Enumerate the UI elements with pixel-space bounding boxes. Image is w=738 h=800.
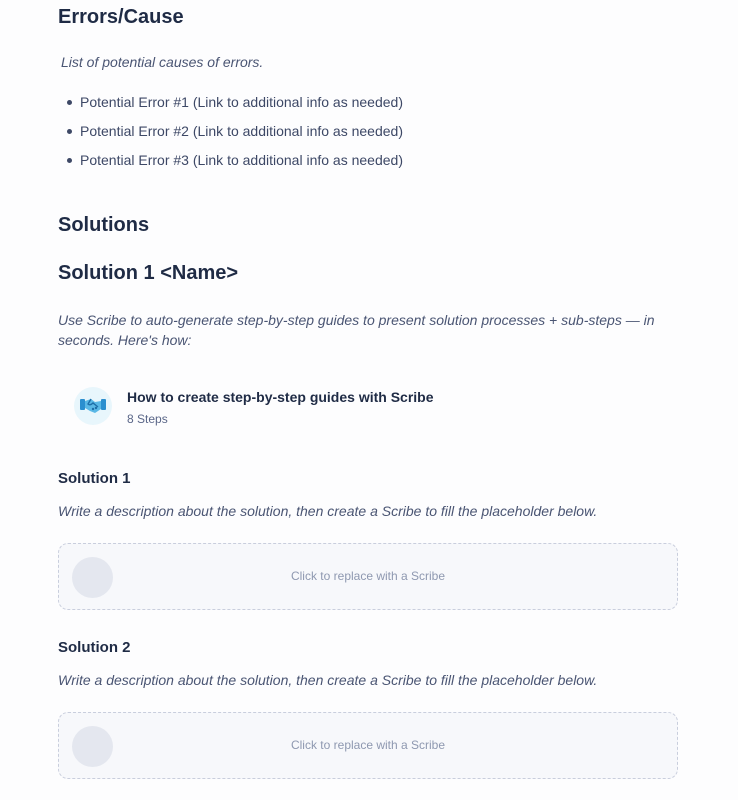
solutions-intro: Use Scribe to auto-generate step-by-step guides to present solution processes + sub-steps — in seconds. Here's how: [58, 312, 655, 348]
scribe-guide-steps: 8 Steps [127, 412, 168, 426]
error-item: Potential Error #2 (Link to additional info as needed) [58, 122, 403, 151]
solution-1-description: Write a description about the solution, then create a Scribe to fill the placeholder below. [58, 503, 598, 519]
scribe-guide-title[interactable]: How to create step-by-step guides with Scribe [127, 389, 434, 405]
placeholder-text: Click to replace with a Scribe [290, 738, 446, 752]
errors-intro: List of potential causes of errors. [61, 54, 264, 70]
errors-list [58, 93, 403, 180]
solution-1-title: Solution 1 [58, 470, 131, 487]
placeholder-text: Click to replace with a Scribe [290, 569, 446, 583]
solutions-heading: Solutions [58, 214, 150, 236]
solution-2-description: Write a description about the solution, then create a Scribe to fill the placeholder below. [58, 672, 598, 688]
scribe-placeholder-1[interactable] [58, 543, 678, 610]
error-item: Potential Error #1 (Link to additional info as needed) [58, 93, 403, 122]
handshake-icon [74, 387, 112, 425]
errors-heading: Errors/Cause [58, 6, 184, 28]
solution-name-heading: Solution 1 <Name> [58, 262, 239, 284]
error-item: Potential Error #3 (Link to additional info as needed) [58, 151, 403, 180]
scribe-guide-card[interactable] [70, 384, 510, 434]
solution-2-title: Solution 2 [58, 639, 131, 656]
scribe-placeholder-2[interactable] [58, 712, 678, 779]
